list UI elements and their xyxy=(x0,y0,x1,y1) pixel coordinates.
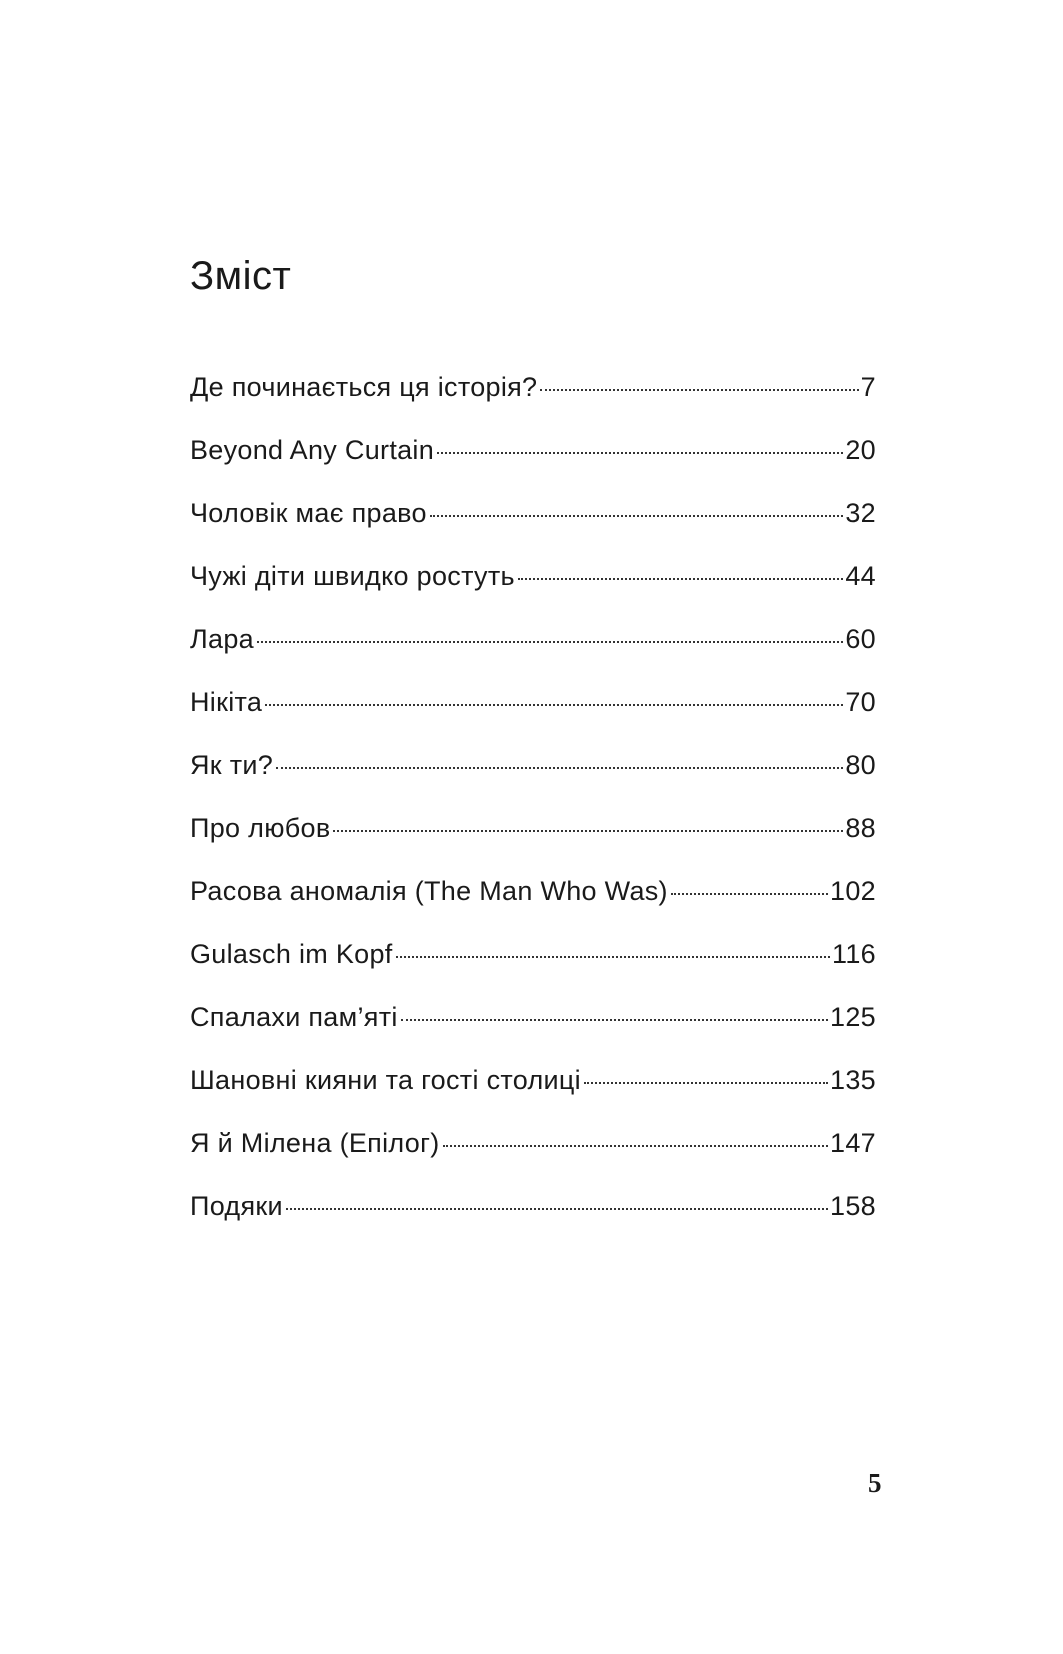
toc-entry-title: Про любов xyxy=(190,813,331,843)
toc-entry-title: Подяки xyxy=(190,1191,283,1221)
toc-heading: Зміст xyxy=(190,254,292,298)
page-number: 5 xyxy=(868,1468,882,1498)
toc-entry-title: Де починається ця історія? xyxy=(190,372,538,402)
toc-entry-page: 20 xyxy=(845,435,876,465)
toc-entry[interactable] xyxy=(190,1002,876,1065)
dot-leader xyxy=(276,767,843,769)
toc-entry[interactable] xyxy=(190,435,876,498)
toc-entry[interactable] xyxy=(190,561,876,624)
toc-list xyxy=(190,372,876,1254)
toc-entry-page: 80 xyxy=(845,750,876,780)
toc-entry-page: 44 xyxy=(845,561,876,591)
dot-leader xyxy=(671,893,828,895)
toc-entry-page: 116 xyxy=(832,939,876,969)
toc-entry-page: 158 xyxy=(830,1191,876,1221)
toc-entry-page: 32 xyxy=(845,498,876,528)
dot-leader xyxy=(437,452,843,454)
dot-leader xyxy=(401,1019,828,1021)
toc-entry[interactable] xyxy=(190,624,876,687)
toc-entry[interactable] xyxy=(190,939,876,1002)
toc-entry-title: Шановні кияни та гості столиці xyxy=(190,1065,581,1095)
dot-leader xyxy=(443,1145,829,1147)
toc-entry[interactable] xyxy=(190,750,876,813)
toc-entry[interactable] xyxy=(190,876,876,939)
toc-entry-page: 102 xyxy=(830,876,876,906)
dot-leader xyxy=(430,515,844,517)
toc-entry-page: 125 xyxy=(830,1002,876,1032)
dot-leader xyxy=(333,830,843,832)
toc-entry[interactable] xyxy=(190,372,876,435)
toc-entry-title: Лара xyxy=(190,624,254,654)
toc-entry-title: Як ти? xyxy=(190,750,274,780)
toc-entry[interactable] xyxy=(190,813,876,876)
dot-leader xyxy=(584,1082,828,1084)
dot-leader xyxy=(257,641,843,643)
toc-entry-title: Нікіта xyxy=(190,687,263,717)
toc-entry[interactable] xyxy=(190,1191,876,1254)
toc-entry-title: Чужі діти швидко ростуть xyxy=(190,561,515,591)
dot-leader xyxy=(540,389,858,391)
toc-entry-page: 60 xyxy=(845,624,876,654)
toc-entry[interactable] xyxy=(190,498,876,561)
toc-entry-page: 147 xyxy=(830,1128,876,1158)
dot-leader xyxy=(265,704,843,706)
toc-entry-page: 88 xyxy=(845,813,876,843)
toc-entry-page: 70 xyxy=(845,687,876,717)
dot-leader xyxy=(518,578,843,580)
toc-entry-title: Gulasch im Kopf xyxy=(190,939,393,969)
toc-entry[interactable] xyxy=(190,1065,876,1128)
dot-leader xyxy=(286,1208,828,1210)
toc-entry[interactable] xyxy=(190,1128,876,1191)
toc-entry-page: 135 xyxy=(830,1065,876,1095)
dot-leader xyxy=(396,956,830,958)
toc-entry-title: Я й Мілена (Епілог) xyxy=(190,1128,440,1158)
toc-entry-title: Расова аномалія (The Man Who Was) xyxy=(190,876,668,906)
toc-entry-page: 7 xyxy=(860,372,876,402)
toc-entry-title: Beyond Any Curtain xyxy=(190,435,435,465)
toc-entry-title: Спалахи пам’яті xyxy=(190,1002,398,1032)
toc-entry-title: Чоловік має право xyxy=(190,498,427,528)
toc-entry[interactable] xyxy=(190,687,876,750)
